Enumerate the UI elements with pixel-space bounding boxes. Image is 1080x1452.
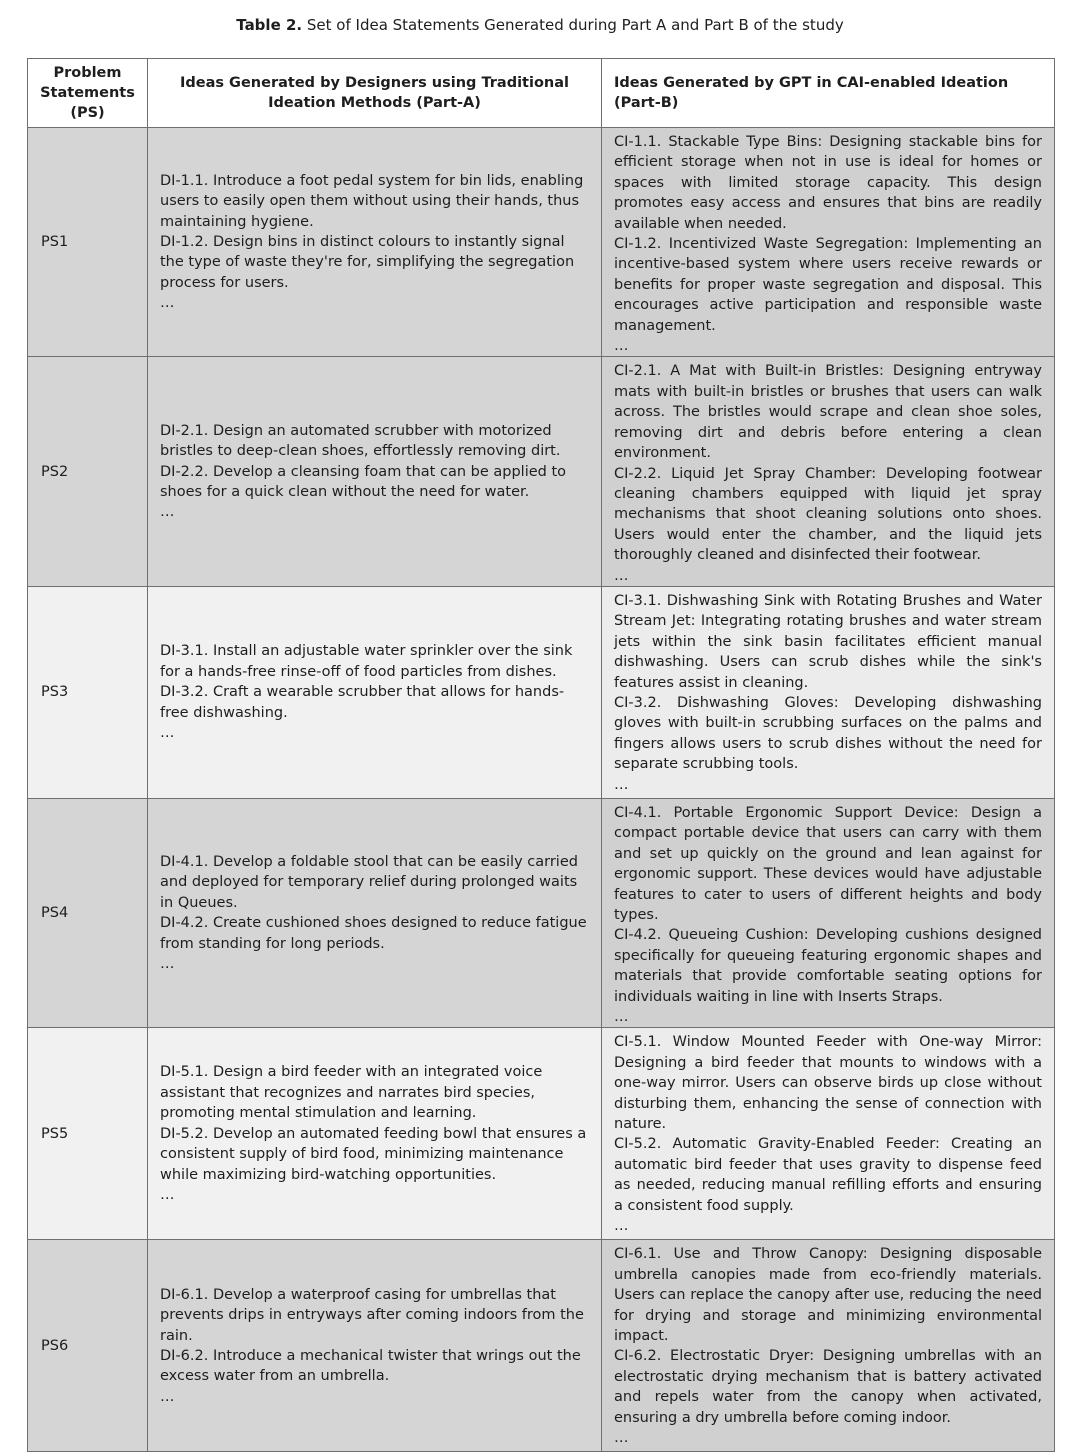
header-gpt-ideas: Ideas Generated by GPT in CAI-enabled Ideation (Part-B): [602, 59, 1055, 128]
gpt-ideas-cell: [602, 128, 1055, 357]
idea-statement: CI-4.2. Queueing Cushion: Developing cushions designed specifically for queueing featuring ergonomic shapes and materials that provide comfortable seating options for individuals waiting in line with Inserts Straps.: [614, 927, 1042, 1005]
ps-label: PS1: [28, 128, 148, 357]
header-designer-ideas: Ideas Generated by Designers using Traditional Ideation Methods (Part-A): [148, 59, 602, 128]
ellipsis: …: [160, 955, 176, 972]
ps-label: PS4: [28, 798, 148, 1027]
idea-statement: CI-6.1. Use and Throw Canopy: Designing disposable umbrella canopies made from eco-friendly materials. Users can replace the canopy after use, reducing the need for drying and storage and minimizing environmental impact.: [614, 1246, 1042, 1345]
table-row: [28, 128, 1055, 357]
idea-statement: DI-3.1. Install an adjustable water sprinkler over the sink for a hands-free rinse-off of food particles from dishes.: [160, 643, 573, 680]
idea-statement: CI-3.2. Dishwashing Gloves: Developing dishwashing gloves with built-in scrubbing surfaces on the palms and fingers allows users to scrub dishes without the need for separate scrubbing tools.: [614, 694, 1042, 773]
ideas-table: [27, 58, 1055, 1452]
ellipsis: …: [160, 725, 176, 742]
idea-statement: DI-1.1. Introduce a foot pedal system for bin lids, enabling users to easily open them without using their hands, thus maintaining hygiene.: [160, 172, 584, 230]
designer-ideas-cell: [148, 128, 602, 357]
designer-ideas-cell: [148, 1240, 602, 1452]
idea-statement: DI-2.2. Develop a cleansing foam that can be applied to shoes for a quick clean without the need for water.: [160, 463, 567, 500]
designer-ideas-cell: [148, 798, 602, 1027]
ellipsis: …: [160, 1388, 176, 1405]
idea-statement: DI-4.1. Develop a foldable stool that can be easily carried and deployed for temporary relief during prolonged waits in Queues.: [160, 853, 578, 911]
idea-statement: CI-1.2. Incentivized Waste Segregation: Implementing an incentive-based system where users receive rewards or benefits for proper waste segregation and disposal. This encourages active participation and responsible waste management.: [614, 236, 1042, 334]
ellipsis: …: [160, 1186, 176, 1203]
idea-statement: DI-2.1. Design an automated scrubber with motorized bristles to deep-clean shoes, effortlessly removing dirt.: [160, 422, 561, 460]
caption-label: Table 2.: [236, 16, 303, 34]
idea-statement: DI-5.1. Design a bird feeder with an integrated voice assistant that recognizes and narrates bird species, promoting mental stimulation and learning.: [160, 1064, 543, 1122]
ps-label: PS6: [28, 1240, 148, 1452]
ellipsis: …: [160, 504, 176, 521]
gpt-ideas-cell: [602, 1028, 1055, 1240]
designer-ideas-cell: [148, 586, 602, 798]
idea-statement: DI-6.1. Develop a waterproof casing for umbrellas that prevents drips in entryways after coming indoors from the rain.: [160, 1286, 584, 1344]
idea-statement: CI-2.2. Liquid Jet Spray Chamber: Developing footwear cleaning chambers equipped with liquid jet spray mechanisms that shoot cleaning solutions onto shoes. Users would enter the chamber, and the liquid jets thoroughly cleaned and disinfected their footwear.: [614, 465, 1042, 564]
gpt-ideas-cell: [602, 1240, 1055, 1452]
header-problem-statements: Problem Statements (PS): [28, 59, 148, 128]
table-row: [28, 1028, 1055, 1240]
designer-ideas-cell: [148, 1028, 602, 1240]
table-row: [28, 1240, 1055, 1452]
idea-statement: DI-5.2. Develop an automated feeding bowl that ensures a consistent supply of bird food, minimizing maintenance while maximizing bird-watching opportunities.: [160, 1125, 587, 1183]
designer-ideas-cell: [148, 357, 602, 586]
idea-statement: DI-4.2. Create cushioned shoes designed to reduce fatigue from standing for long periods.: [160, 915, 587, 952]
table-row: [28, 357, 1055, 586]
ellipsis: …: [614, 338, 630, 355]
idea-statement: DI-3.2. Craft a wearable scrubber that allows for hands-free dishwashing.: [160, 684, 565, 721]
idea-statement: CI-4.1. Portable Ergonomic Support Device: Design a compact portable device that users can carry with them and set up quickly on the ground and lean against for ergonomic support. These devices would have adjustable features to cater to users of different heights and body types.: [614, 804, 1042, 923]
table-row: [28, 586, 1055, 798]
gpt-ideas-cell: [602, 357, 1055, 586]
gpt-ideas-cell: [602, 586, 1055, 798]
ellipsis: …: [614, 1218, 630, 1235]
table-caption: [0, 14, 1080, 36]
ps-label: PS2: [28, 357, 148, 586]
idea-statement: CI-2.1. A Mat with Built-in Bristles: Designing entryway mats with built-in bristles or brushes that users can walk across. The bristles would scrape and clean shoe soles, removing dirt and debris before entering a clean environment.: [614, 363, 1042, 462]
idea-statement: DI-6.2. Introduce a mechanical twister that wrings out the excess water from an umbrella.: [160, 1347, 581, 1385]
caption-text: Set of Idea Statements Generated during Part A and Part B of the study: [306, 16, 844, 34]
ellipsis: …: [614, 1430, 630, 1447]
ellipsis: …: [614, 776, 630, 793]
ellipsis: …: [160, 295, 176, 312]
table-row: [28, 798, 1055, 1027]
idea-statement: CI-3.1. Dishwashing Sink with Rotating Brushes and Water Stream Jet: Integrating rotating brushes and water stream jets within the sink basin facilitates efficient manual dishwashing. Users can scrub dishes while the sink's features assist in cleaning.: [614, 592, 1042, 691]
ellipsis: …: [614, 567, 630, 584]
idea-statement: CI-5.2. Automatic Gravity-Enabled Feeder: Creating an automatic bird feeder that uses gravity to dispense feed as needed, reducing manual refilling efforts and ensuring a consistent food supply.: [614, 1136, 1042, 1214]
idea-statement: CI-6.2. Electrostatic Dryer: Designing umbrellas with an electrostatic drying mechanism that is battery activated and repels water from the canopy when activated, ensuring a dry umbrella before coming indoor.: [614, 1348, 1042, 1426]
ps-label: PS3: [28, 586, 148, 798]
ps-label: PS5: [28, 1028, 148, 1240]
idea-statement: DI-1.2. Design bins in distinct colours to instantly signal the type of waste they're for, simplifying the segregation process for users.: [160, 234, 575, 291]
gpt-ideas-cell: [602, 798, 1055, 1027]
idea-statement: CI-5.1. Window Mounted Feeder with One-way Mirror: Designing a bird feeder that mounts to windows with a one-way mirror. Users can observe birds up close without disturbing them, enhancing the sense of connection with nature.: [614, 1034, 1042, 1133]
ellipsis: …: [614, 1009, 630, 1025]
table-header-row: [28, 59, 1055, 128]
idea-statement: CI-1.1. Stackable Type Bins: Designing stackable bins for efficient storage when not in use is ideal for homes or spaces with limited storage capacity. This design promotes easy access and ensures that bins are readily available when needed.: [614, 134, 1042, 232]
